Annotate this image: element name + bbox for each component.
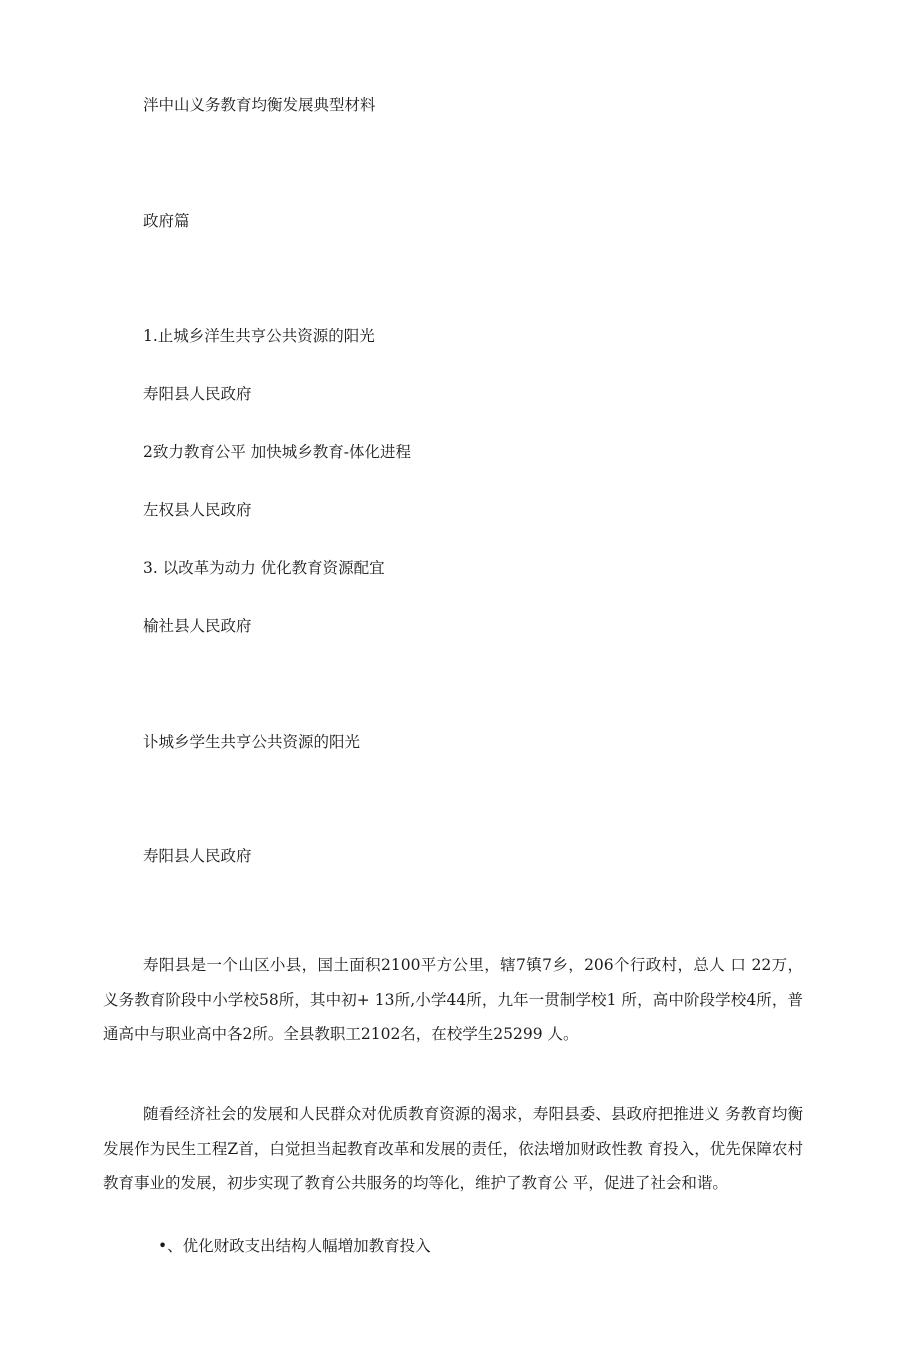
toc-author: 寿阳县人民政府 bbox=[143, 385, 252, 403]
toc-item: 2致力教育公平 加快城乡教育-体化进程 bbox=[143, 443, 412, 461]
section-heading: 政府篇 bbox=[143, 212, 190, 230]
toc-author: 左权县人民政府 bbox=[143, 501, 252, 519]
document-title: 泮中山义务教育均衡发展典型材料 bbox=[143, 96, 376, 114]
article-author: 寿阳县人民政府 bbox=[143, 847, 252, 865]
section-bullet-heading: •、优化财政支出结构人幅増加教育投入 bbox=[158, 1237, 431, 1255]
toc-author: 榆社县人民政府 bbox=[143, 617, 252, 635]
body-paragraph: 随看经济社会的发展和人民群众对优质教育资源的渴求，寿阳县委、县政府把推进义 务教育均衡发展作为民生工程Z首，白觉担当起教育改革和发展的责任，依法增加财政性教 育投入，优先保障农村教育事业的发展，初步实现了教育公共服务的均等化，维护了教育公 平，促进了社会和谐。 bbox=[103, 1105, 803, 1192]
article-title: 讣城乡学生共亨公共资源的阳光 bbox=[143, 733, 361, 751]
body-paragraph: 寿阳县是一个山区小县，国土面积2100平方公里，辖7镇7乡，206个行政村，总人 口 22万，义务教育阶段中小学校58所，其中初+ 13所,小学44所，九年一贯制学校1 所，高中阶段学校4所，普通高中与职业高中各2所。全县教职工2102名，在校学生25299 人。 bbox=[103, 956, 803, 1043]
toc-item: 1.止城乡洋生共亨公共资源的阳光 bbox=[143, 327, 375, 345]
toc-item: 3. 以改革为动力 优化教育资源配宜 bbox=[143, 559, 385, 577]
